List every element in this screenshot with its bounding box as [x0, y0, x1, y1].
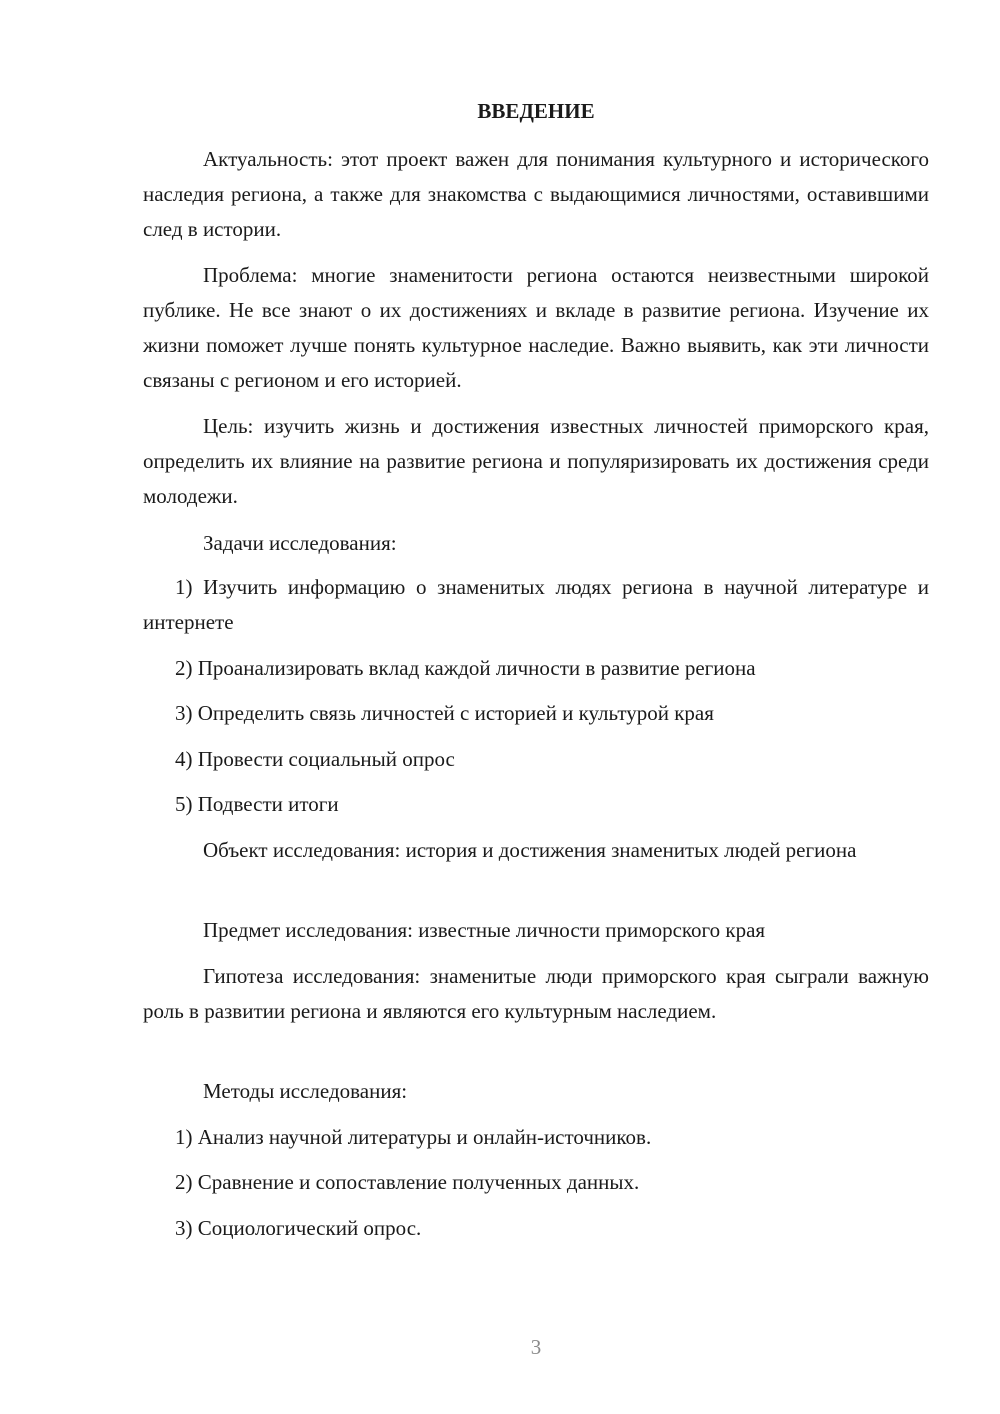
methods-label: Методы исследования: [203, 1079, 408, 1103]
method-item-3: 3) Социологический опрос. [175, 1216, 422, 1240]
goal-paragraph: Цель: изучить жизнь и достижения известных личностей приморского края, определить их влияние на развитие региона и популяризировать их достижения среди молодежи. [143, 414, 929, 508]
hypothesis-paragraph: Гипотеза исследования: знаменитые люди приморского края сыграли важную роль в развитии региона и являются его культурным наследием. [143, 964, 929, 1023]
task-item-4: 4) Провести социальный опрос [175, 747, 455, 771]
relevance-paragraph: Актуальность: этот проект важен для понимания культурного и исторического наследия региона, а также для знакомства с выдающимися личностями, оставившими след в истории. [143, 147, 929, 241]
tasks-label: Задачи исследования: [203, 531, 397, 555]
method-item-1: 1) Анализ научной литературы и онлайн-источников. [175, 1125, 652, 1149]
task-item-5: 5) Подвести итоги [175, 792, 339, 816]
task-item-2: 2) Проанализировать вклад каждой личности в развитие региона [175, 656, 756, 680]
task-item-3: 3) Определить связь личностей с историей и культурой края [175, 701, 714, 725]
object-paragraph: Объект исследования: история и достижения знаменитых людей региона [203, 838, 857, 862]
subject-paragraph: Предмет исследования: известные личности приморского края [203, 918, 766, 942]
task-item-1: 1) Изучить информацию о знаменитых людях региона в научной литературе и интернете [143, 575, 929, 634]
problem-paragraph: Проблема: многие знаменитости региона остаются неизвестными широкой публике. Не все знают о их достижениях и вкладе в развитие региона. Изучение их жизни поможет лучше понять культурное наследие. Важно выявить, как эти личности связаны с регионом и его историей. [143, 263, 929, 392]
page-number: 3 [530, 1335, 542, 1359]
section-heading: ВВЕДЕНИЕ [477, 99, 595, 123]
method-item-2: 2) Сравнение и сопоставление полученных данных. [175, 1170, 640, 1194]
